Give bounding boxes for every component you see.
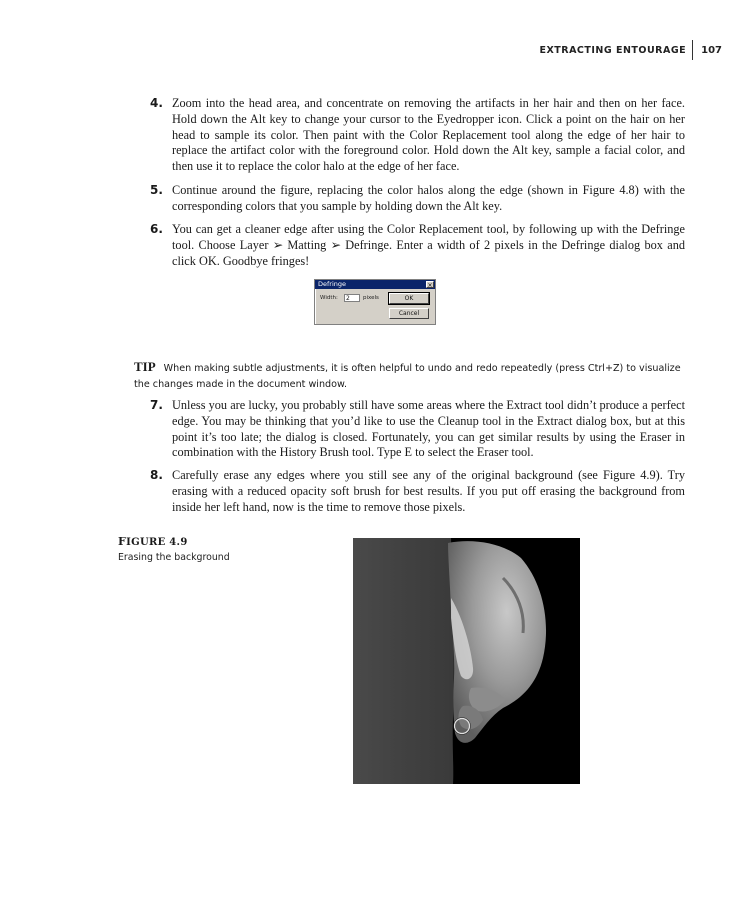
- step-number: 4.: [150, 96, 163, 110]
- step-7: [150, 398, 685, 461]
- step-number: 8.: [150, 468, 163, 482]
- cancel-button[interactable]: Cancel: [389, 308, 429, 319]
- hand-erasing-photo: [353, 538, 580, 784]
- defringe-dialog: [314, 279, 436, 325]
- step-8: [150, 468, 685, 515]
- step-text: Zoom into the head area, and concentrate on removing the artifacts in her hair and then on her face. Hold down the Alt key to change your cursor to the Eyedropper icon. Click a point on the hair on her head to sample its color. Then paint with the Color Replacement tool along the edge of her hair to replace the artifact color with the foreground color. Hold down the Alt key, sample a facial color, and then use it to replace the color halo at the edge of her face.: [172, 96, 685, 174]
- step-number: 5.: [150, 183, 163, 197]
- step-6: [150, 222, 685, 269]
- running-header: [539, 40, 722, 60]
- dialog-title: Defringe: [318, 280, 347, 288]
- step-text: Carefully erase any edges where you still see any of the original background (see Figure 4.9). Try erasing with a reduced opacity soft brush for best results. If you put off erasing the background from inside her left hand, now is the time to remove those pixels.: [172, 468, 685, 514]
- figure-number: FIGURE 4.9: [118, 535, 188, 548]
- tip-block: [134, 359, 694, 393]
- step-4: [150, 96, 685, 175]
- pixels-label: pixels: [363, 295, 379, 301]
- step-number: 7.: [150, 398, 163, 412]
- figure-description: Erasing the background: [118, 552, 230, 563]
- width-label: Width:: [320, 295, 338, 301]
- running-title: EXTRACTING ENTOURAGE: [539, 44, 687, 56]
- header-divider: [692, 40, 693, 60]
- width-input[interactable]: 2: [344, 294, 360, 302]
- tip-text: When making subtle adjustments, it is often helpful to undo and redo repeatedly (press Ctrl+Z) to visualize the changes made in the document window.: [134, 363, 681, 390]
- step-text: Unless you are lucky, you probably still have some areas where the Extract tool didn’t produce a perfect edge. You may be thinking that you’d like to use the Cleanup tool in the Extract dialog box, but at this point it’s too late; the dialog is closed. Fortunately, you can get similar results by using the Eraser in combination with the History Brush tool. Type E to select the Eraser tool.: [172, 398, 685, 460]
- step-5: [150, 183, 685, 215]
- step-number: 6.: [150, 222, 163, 236]
- ok-button[interactable]: OK: [389, 293, 429, 304]
- dialog-titlebar: [315, 280, 435, 289]
- step-text: You can get a cleaner edge after using the Color Replacement tool, by following up with the Defringe tool. Choose Layer ➢ Matting ➢ Defringe. Enter a width of 2 pixels in the Defringe dialog box and click OK. Goodbye fringes!: [172, 222, 685, 268]
- close-icon[interactable]: ×: [427, 282, 433, 289]
- figure-caption: [118, 535, 318, 563]
- tip-label: TIP: [134, 359, 156, 374]
- page-number: 107: [701, 44, 722, 56]
- step-text: Continue around the figure, replacing the color halos along the edge (shown in Figure 4.8) with the corresponding colors that you sample by holding down the Alt key.: [172, 183, 685, 213]
